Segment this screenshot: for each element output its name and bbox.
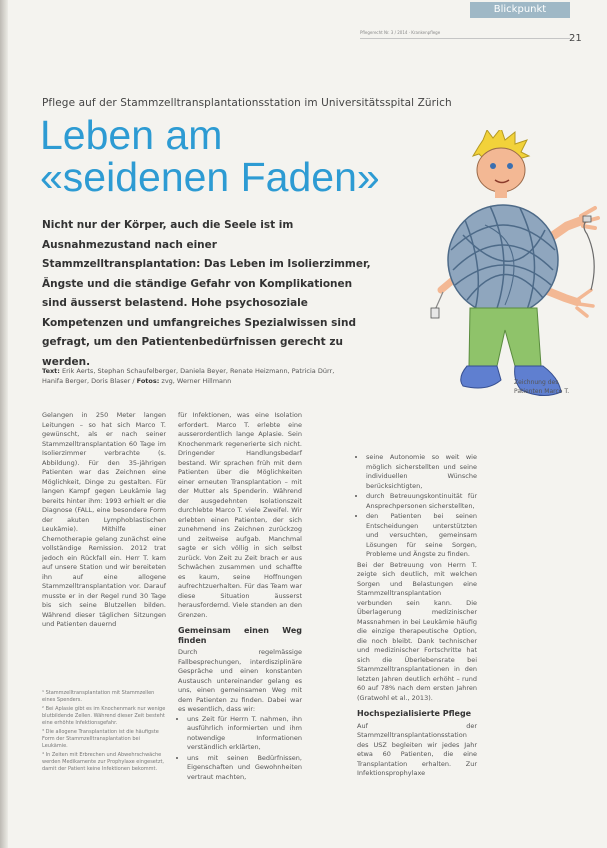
col2-paragraph-2: Durch regelmässige Fallbesprechungen, interdisziplinäre Gespräche und einen konstanten Austausch untereinander gelang es uns, einen gemeinsamen Weg mit dem Patienten zu finden. Dabei war es wesentlich, dass wir: [178,648,302,713]
illustration-caption: Zeichnung des Patienten Marco T. [514,379,570,395]
footnote: ³ Die allogene Transplantation ist die häufigste Form der Stammzelltransplantation bei Leukämie. [42,729,159,749]
patient-drawing-illustration [355,130,600,410]
footnotes [42,690,167,775]
page-number: 21 [569,33,582,44]
col2-subheading: Gemeinsam einen Weg finden [178,626,302,645]
article-credits: Text: Erik Aerts, Stephan Schaufelberger, Daniela Beyer, Renate Heizmann, Patricia Dürr, Hanifa Berger, Doris Blaser / Fotos: zvg, Werner Hillmann [42,367,335,385]
col2-bullet-list [178,715,302,783]
credits-text-label: Text: [42,367,60,375]
list-item: • den Patienten bei seinen Entscheidungen unterstützten und versuchten, gemeinsam Lösungen für seine Sorgen, Probleme und Ängste zu finden. [366,512,477,560]
col3-paragraph-2: Auf der Stammzelltransplantationsstation des USZ begleiten wir jedes Jahr etwa 60 Patienten, die eine Transplantation erhalten. Zur Infektionsprophylaxe [357,721,477,777]
col3-bullet-list [357,453,477,560]
body-column-2 [178,411,302,783]
footnote: ² Bei Aplasie gibt es im Knochenmark nur wenige blutbildende Zellen. Während dieser Zeit besteht eine erhöhte Infektionsgefahr. [42,706,166,726]
title-line-2: «seidenen Faden» [40,154,380,200]
footnote: ¹ Stammzelltransplantation mit Stammzellen eines Spenders. [42,690,155,703]
col3-subheading: Hochspezialisierte Pflege [357,709,472,718]
list-item: • durch Betreuungskontinuität für Ansprechpersonen sicherstellten, [366,492,477,511]
header-rule [360,38,570,39]
section-tab: Blickpunkt [470,2,570,18]
article-kicker: Pflege auf der Stammzelltransplantationsstation im Universitätsspital Zürich [42,97,452,109]
credits-text-names: Erik Aerts, Stephan Schaufelberger, Daniela Beyer, Renate Heizmann, Patricia Dürr, Hanifa Berger, Doris Blaser [42,367,335,385]
col3-paragraph-1: Bei der Betreuung von Herrn T. zeigte sich deutlich, mit welchen Sorgen und Belastungen eine Stammzelltransplantation verbunden sein kann. Die Überlagerung medizinischer Massnahmen in bei Leukämie häufig die einzige therapeutische Option, die noch bleibt. Dank technischer und medizinischer Fortschritte hat sich die Überlebensrate bei Stammzelltransplantationen in den letzten Jahren deutlich erhöht – rund 60 auf 78% nach dem ersten Jahren (Gratwohl et al., 2013). [357,560,477,702]
title-line-1: Leben am [40,112,223,158]
list-item: • uns Zeit für Herrn T. nahmen, ihn ausführlich informierten und ihm notwendige Informationen verständlich erklärten, [187,715,302,753]
list-item: • uns mit seinen Bedürfnissen, Eigenschaften und Gewohnheiten vertraut machten, [187,754,302,783]
page-spine-shadow [0,0,8,848]
header-meta: Pflegerecht Nr. 3 / 2014 · Krankenpflege [360,30,441,35]
body-column-1 [42,411,166,630]
credits-photo-names: zvg, Werner Hillmann [161,377,232,385]
article-title [40,114,380,198]
col1-paragraph: Gelangen in 250 Meter langen Leitungen – so hat sich Marco T. gewünscht, als er nach seiner Stammzelltransplantation 60 Tage im Isolierzimmer verbrachte (s. Abbildung). Für den 35-jährigen Patienten war das Zeichnen eine Möglichkeit, Dinge zu gestalten. Für langen Kampf gegen Leukämie lag bereits hinter ihm: 1993 erhielt er die Diagnose (FALL, eine besondere Form der akuten Lymphoblastischen Leukämie). Mithilfe einer Chemotherapie gelang zunächst eine vollständige Remission. 2012 trat jedoch ein Rückfall ein. Herr T. kam auf unsere Station und wir bereiteten ihn auf eine allogene Stammzelltransplantation vor. Darauf musste er in der Regel rund 30 Tage bis sich seine Blutzellen bilden. Während dieser täglichen Sitzungen und Patienten dauernd [42,411,166,628]
col2-paragraph-1: für Infektionen, was eine Isolation erfordert. Marco T. erlebte eine ausserordentlich lange Aplasie. Sein Knochenmark regenerierte sich nicht. Dringender Handlungsbedarf bestand. Wir sprachen früh mit dem Patienten über die Möglichkeiten einer erneuten Transplantation – mit der Mutter als Spenderin. Während der ausgedehnten Isolationszeit durchlebte Marco T. viele Zweifel. Wir erlebten einen Patienten, der sich zunehmend ins Zeichnen zurückzog und zeitweise aufgab. Manchmal sagte er sich völlig in sich selbst zurück. Von Zeit zu Zeit brach er aus Schwächen zusammen und schaffte es kaum, seine Hoffnungen aufrechtzuerhalten. Für das Team war diese Situation äusserst herausfordernd. Viele standen an den Grenzen. [178,411,302,619]
footnote: ⁴ In Zeiten mit Erbrechen und Abwehrschwäche werden Medikamente zur Prophylaxe eingesetzt, damit der Patient keine Infektionen bekommt. [42,752,165,772]
credits-photo-label: Fotos: [136,377,160,385]
list-item: • seine Autonomie so weit wie möglich sicherstellten und seine individuellen Wünsche berücksichtigten, [366,453,477,491]
body-column-3 [357,453,477,779]
article-lead: Nicht nur der Körper, auch die Seele ist im Ausnahmezustand nach einer Stammzelltransplantation: Das Leben im Isolierzimmer, Ängste und die ständige Gefahr von Komplikationen sind äusserst belastend. Hohe psychosoziale Kompetenzen und umfangreiches Spezialwissen sind gefragt, um den Patientenbedürfnissen gerecht zu werden. [42,219,371,368]
